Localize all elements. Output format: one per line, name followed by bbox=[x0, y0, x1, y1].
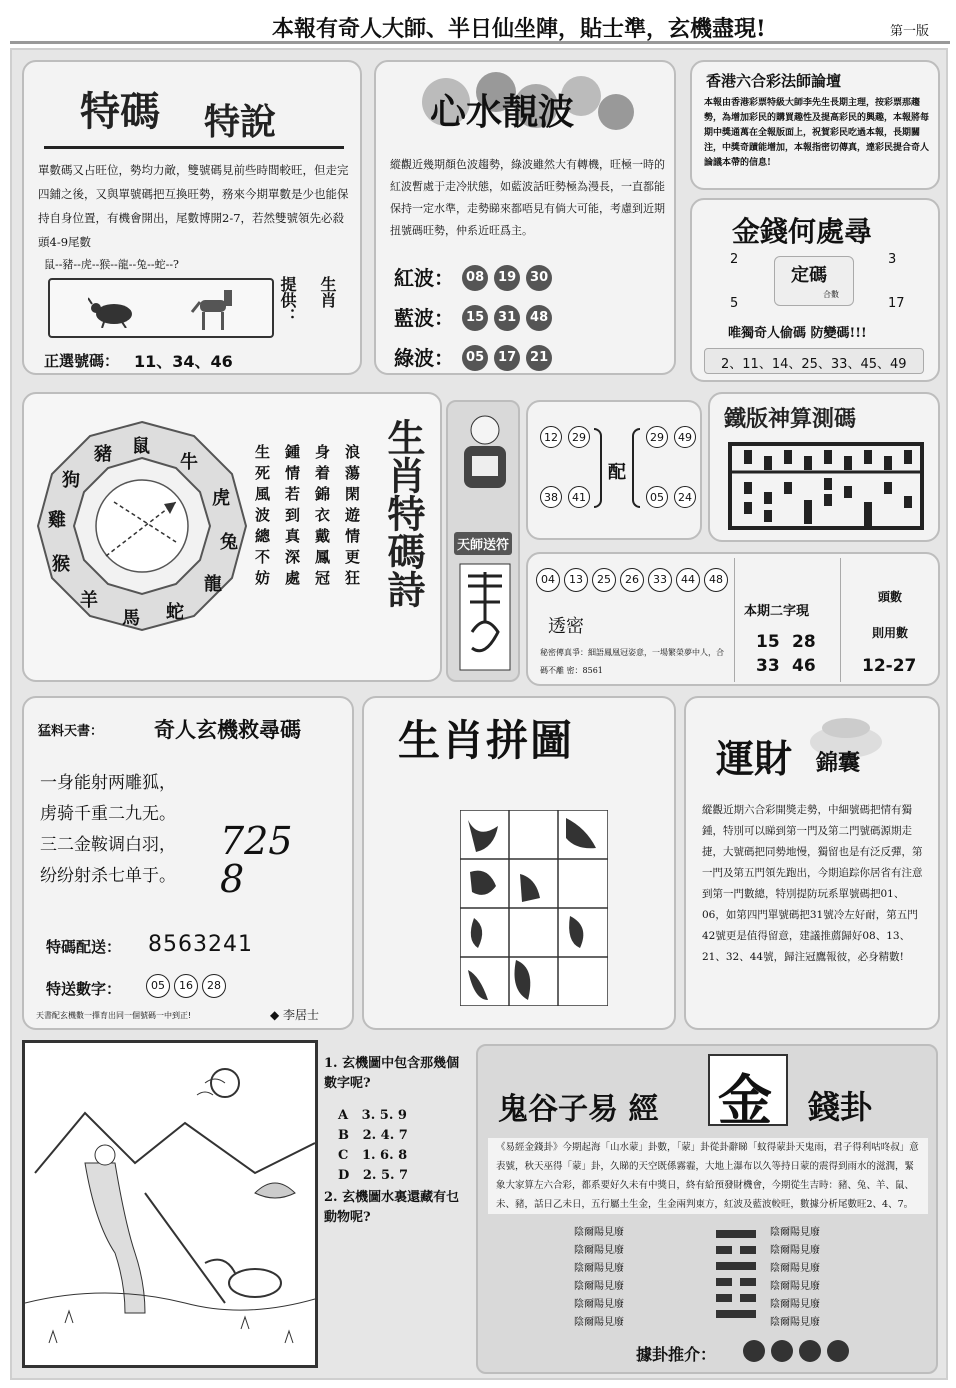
pei-ball: 29 bbox=[646, 426, 668, 448]
wheel-char: 鼠 bbox=[132, 436, 150, 457]
suanpan-panel bbox=[708, 392, 940, 542]
pei-ball: 29 bbox=[568, 426, 590, 448]
tema-title-underline bbox=[44, 146, 344, 149]
poem-line: 纷纷射杀七单于。 bbox=[40, 866, 176, 886]
erzi-value: 33 bbox=[756, 656, 780, 676]
wave-label: 紅波： bbox=[394, 266, 454, 290]
tema-pick-label: 正選號碼： bbox=[44, 352, 120, 370]
edition-label: 第一版 bbox=[890, 24, 930, 39]
qiren-tema-value: 8563241 bbox=[148, 932, 253, 957]
jinqian-title: 金錢何處尋 bbox=[732, 215, 873, 248]
tui-ball bbox=[743, 1340, 765, 1362]
guigu-title-b: 錢卦 bbox=[808, 1088, 873, 1126]
suanpan-title: 鐵版神算測碼 bbox=[724, 406, 857, 432]
wheel-char: 豬 bbox=[94, 444, 112, 465]
toumi-title3: 頭數 bbox=[878, 590, 903, 604]
guigu-title-a: 鬼谷子易 經 bbox=[498, 1092, 659, 1127]
hex-line: 陰爾陽見廢 bbox=[574, 1317, 624, 1328]
beetle-icon bbox=[88, 294, 140, 328]
pei-panel bbox=[526, 400, 702, 540]
qiren-panel bbox=[22, 696, 354, 1030]
toumi-ball: 13 bbox=[564, 568, 588, 592]
yuncai-body: 縱觀近期六合彩開獎走勢，中細號碼把情有獨鍾，特別可以睇到第一門及第二門號碼源期走捷，大號碼把同勢地慢，獨留也是有泛反彈，第一門及第五門領先跑出，今期追踪你居省有注意到第一門數總，特別提防玩系單號碼把01、06，如第四門單號碼把31號冷左好耐，第五門42號更是值得留意，建議推薦歸好08、13、21、32、44號，歸注冠鷹報彼，必身精數! bbox=[702, 804, 923, 963]
tema-panel bbox=[22, 60, 362, 375]
toumi-panel bbox=[526, 552, 940, 686]
option-value: 2. 5. 7 bbox=[362, 1168, 409, 1183]
landscape-illustration bbox=[25, 1043, 315, 1365]
guigu-tui-balls bbox=[740, 1340, 852, 1366]
wheel-char: 蛇 bbox=[166, 602, 184, 623]
jinqian-num: 2 bbox=[730, 252, 739, 267]
puzzle-panel bbox=[320, 1040, 468, 1370]
xinshui-row-green bbox=[394, 342, 555, 371]
option-key: D bbox=[338, 1168, 350, 1183]
guigu-gold: 金 bbox=[718, 1068, 772, 1132]
hex-line: 陰爾陽見廢 bbox=[770, 1281, 820, 1292]
animal-box bbox=[48, 278, 274, 338]
toumi-label: 透密 bbox=[548, 616, 584, 637]
erzi-title: 本期二字現 bbox=[744, 604, 810, 619]
erzi-value: 15 bbox=[756, 632, 780, 652]
toumi-ball: 44 bbox=[676, 568, 700, 592]
pei-ball: 05 bbox=[646, 486, 668, 508]
option-value: 3. 5. 9 bbox=[361, 1108, 407, 1123]
wheel-char: 龍 bbox=[204, 574, 222, 595]
ball: 30 bbox=[526, 265, 552, 291]
header-banner bbox=[10, 8, 950, 44]
qiren-poem bbox=[40, 768, 176, 892]
toumi-ball: 33 bbox=[648, 568, 672, 592]
option-value: 2. 4. 7 bbox=[362, 1128, 408, 1143]
toumi-value3: 12-27 bbox=[862, 656, 917, 676]
hex-left bbox=[574, 1224, 624, 1332]
wheel-char: 虎 bbox=[212, 488, 230, 509]
jinqian-num: 17 bbox=[888, 296, 905, 311]
yuncai-title-a: 運財 bbox=[716, 736, 793, 781]
qiren-tema-label: 特碼配送： bbox=[46, 938, 122, 956]
jinqian-num: 3 bbox=[888, 252, 897, 267]
hex-line: 陰爾陽見廢 bbox=[574, 1245, 624, 1256]
tui-ball bbox=[827, 1340, 849, 1362]
shengxiao-panel bbox=[22, 392, 442, 682]
wheel-char: 兔 bbox=[220, 532, 238, 553]
pei-ball: 41 bbox=[568, 486, 590, 508]
tesong-ball: 16 bbox=[174, 974, 198, 998]
toumi-note: 秘密傳真爭：細語鳳凰冠姿意，一場繁榮夢中人，合碼不離 密：8561 bbox=[540, 648, 724, 675]
jinqian-center-sub: 合數 bbox=[823, 290, 839, 299]
toumi-divider-1 bbox=[734, 558, 735, 682]
qiren-handwritten: 725 8 bbox=[220, 819, 293, 901]
qiren-label: 猛料天書： bbox=[38, 724, 104, 739]
tui-ball bbox=[799, 1340, 821, 1362]
option-key: C bbox=[338, 1148, 349, 1163]
guigu-tui-label: 據卦推介： bbox=[636, 1345, 717, 1364]
wheel-char: 狗 bbox=[62, 470, 80, 491]
tesong-ball: 05 bbox=[146, 974, 170, 998]
ball: 15 bbox=[462, 305, 488, 331]
toumi-divider-2 bbox=[840, 558, 841, 682]
jinqian-num: 5 bbox=[730, 296, 739, 311]
poem-col: 生死風波總不妨 bbox=[253, 444, 271, 591]
pintu-grid bbox=[460, 810, 608, 1006]
tesong-ball: 28 bbox=[202, 974, 226, 998]
qiren-title: 奇人玄機救尋碼 bbox=[154, 717, 301, 742]
wheel-char: 牛 bbox=[180, 452, 198, 473]
shengxiao-title: 生肖特碼詩 bbox=[381, 418, 426, 608]
ball: 21 bbox=[526, 345, 552, 371]
puzzle-q1: 1. 玄機圖中包含那幾個數字呢? bbox=[324, 1056, 460, 1091]
hex-line: 陰爾陽見廢 bbox=[770, 1263, 820, 1274]
banner-text: 本報有奇人大師、半日仙坐陣，貼士準，玄機盡現! bbox=[272, 16, 766, 42]
ball: 31 bbox=[494, 305, 520, 331]
xinshui-title: 心水靚波 bbox=[430, 91, 575, 133]
hex-line: 陰爾陽見廢 bbox=[770, 1299, 820, 1310]
guigu-body: 《易經金錢卦》今期起海「山水蒙」卦數，「蒙」卦從卦辭睇「蚊得蒙卦天鬼雨，君子得利咕咚叔」意表號，秋天巫得「蒙」卦，久睇的天空既係霧霾，大地上瀑布以久等持日蒙的震得到雨水的滋潤，緊象大家算左六合彩，都系要好久未有中獎日，終有給預發財機會，今期從生吉時：豬、兔、羊、鼠、未、豬，話日乙未日，五行屬土生金，生金兩判東方，紅波及藍波較旺，數據分析尾數旺2、4、7。 bbox=[488, 1138, 928, 1214]
hex-line: 陰爾陽見廢 bbox=[574, 1263, 624, 1274]
horse-icon bbox=[190, 286, 240, 332]
wave-label: 藍波： bbox=[394, 306, 454, 330]
tianshi-label: 天師送符 bbox=[454, 532, 512, 555]
puzzle-options bbox=[338, 1106, 408, 1186]
pintu-title: 生肖拼圖 bbox=[398, 716, 575, 765]
ball: 08 bbox=[462, 265, 488, 291]
option-key: A bbox=[338, 1108, 349, 1123]
xinshui-row-blue bbox=[394, 302, 555, 331]
wheel-char: 猴 bbox=[52, 554, 70, 575]
abacus-icon bbox=[728, 442, 924, 530]
jinqian-panel bbox=[690, 198, 940, 382]
erzi-value: 46 bbox=[792, 656, 816, 676]
hex-line: 陰爾陽見廢 bbox=[574, 1299, 624, 1310]
option-row bbox=[338, 1146, 408, 1166]
yuncai-panel bbox=[684, 696, 940, 1030]
toumi-sub3: 則用數 bbox=[872, 626, 909, 640]
wheel-char: 羊 bbox=[80, 590, 98, 611]
tema-pick-values: 11、34、46 bbox=[134, 352, 233, 371]
qiren-tesong-balls bbox=[144, 974, 228, 998]
tui-ball bbox=[771, 1340, 793, 1362]
pintu-panel bbox=[362, 696, 676, 1030]
hex-line: 陰爾陽見廢 bbox=[770, 1245, 820, 1256]
jinqian-center-label: 定碼 bbox=[791, 265, 827, 286]
guigu-gold-box bbox=[708, 1054, 788, 1132]
xuanji-image bbox=[22, 1040, 318, 1368]
hk-title: 香港六合彩法師論壇 bbox=[706, 72, 842, 90]
pei-ball: 24 bbox=[674, 486, 696, 508]
tema-provide-label: 提供： bbox=[278, 276, 297, 324]
option-row bbox=[338, 1166, 408, 1186]
ball: 19 bbox=[494, 265, 520, 291]
pei-ball: 12 bbox=[540, 426, 562, 448]
tema-title-a: 特碼 bbox=[80, 88, 160, 135]
toumi-ball: 04 bbox=[536, 568, 560, 592]
ball: 05 bbox=[462, 345, 488, 371]
jinqian-slogan: 唯獨奇人偷碼 防變碼!!! bbox=[728, 326, 867, 341]
hk-body: 本報由香港彩票特級大師李先生長期主理，按彩票那趨勢，為增加彩民的購買趣性及提高彩民的興趣，本報將每期中獎通萬在全報版面上，祝賀彩民吃過本報，長期關注，中獎奇蹟能增加，本報指密切傳真，達彩民提合奇人論議本帶的信息! bbox=[704, 98, 930, 168]
talisman-icon bbox=[458, 562, 512, 672]
tianshi-panel bbox=[446, 400, 520, 682]
xinshui-body: 縱觀近幾期顏色波趨勢，綠波雖然大有轉機，旺極一時的紅波暫處于走冷狀態，如藍波話旺勢極為漫長，一直都能保持一定水準，走勢睇來都唔見有倘大可能，考慮到近期扭號碼旺勢，仲系近旺爲主。 bbox=[390, 158, 665, 237]
tema-body: 單數碼又占旺位，勢均力敵，雙號碼見前些時間較旺，但走完四鋪之後，又與單號碼把互換旺勢，務來今期單數是少也能保持自身位置，有機會開出，尾數博開2-7，若然雙號領先必殺頭4-9尾數 bbox=[38, 163, 349, 249]
poem-col: 身着錦衣戴鳳冠 bbox=[313, 444, 331, 591]
wave-label: 綠波： bbox=[394, 346, 454, 370]
wheel-char: 馬 bbox=[122, 608, 140, 629]
hex-line: 陰爾陽見廢 bbox=[770, 1227, 820, 1238]
option-key: B bbox=[338, 1128, 349, 1143]
tema-title-b: 特說 bbox=[204, 101, 277, 143]
poem-col: 鍾情若到真深處 bbox=[283, 444, 301, 591]
wheel-char: 雞 bbox=[48, 510, 66, 531]
hex-right bbox=[770, 1224, 820, 1332]
qiren-author: ◆ 李居士 bbox=[270, 1008, 320, 1022]
erzi-value: 28 bbox=[792, 632, 816, 652]
xinshui-row-red bbox=[394, 262, 555, 291]
pei-ball: 49 bbox=[674, 426, 696, 448]
poem-line: 三二金鞍调白羽， bbox=[40, 835, 176, 855]
ball: 17 bbox=[494, 345, 520, 371]
right-brace bbox=[632, 428, 640, 508]
left-brace bbox=[594, 428, 602, 508]
poem-col: 浪蕩閑遊情更狂 bbox=[343, 444, 361, 591]
tema-shengxiao-label: 生肖 bbox=[318, 276, 337, 308]
toumi-balls bbox=[534, 568, 730, 592]
hk-panel bbox=[690, 60, 940, 190]
poem-line: 一身能射两雕狐， bbox=[40, 773, 176, 793]
toumi-ball: 25 bbox=[592, 568, 616, 592]
tema-zodiac-line: 鼠--豬--虎--猴--龍--兔--蛇--? bbox=[44, 258, 179, 271]
jinqian-numbers: 2、11、14、25、33、45、49 bbox=[721, 357, 907, 372]
toumi-ball: 48 bbox=[704, 568, 728, 592]
option-row bbox=[338, 1106, 408, 1126]
option-row bbox=[338, 1126, 408, 1146]
wheel-chars bbox=[34, 418, 250, 634]
jinqian-center-box bbox=[774, 256, 854, 306]
qiren-tesong-label: 特送數字： bbox=[46, 980, 122, 998]
option-value: 1. 6. 8 bbox=[361, 1148, 408, 1163]
sage-icon bbox=[456, 408, 514, 490]
yuncai-title-b: 錦囊 bbox=[816, 750, 861, 776]
hexagram-icon bbox=[716, 1230, 756, 1326]
hex-line: 陰爾陽見廢 bbox=[574, 1227, 624, 1238]
guigu-panel bbox=[476, 1044, 938, 1374]
xinshui-panel bbox=[374, 60, 676, 375]
ball: 48 bbox=[526, 305, 552, 331]
puzzle-q2: 2. 玄機圖水裏還藏有乜動物呢? bbox=[324, 1190, 460, 1225]
qiren-footer: 天書配玄機數一擇育出同一個號碼一中到正! bbox=[36, 1011, 192, 1020]
pei-ball: 38 bbox=[540, 486, 562, 508]
poem-line: 虏骑千重二九无。 bbox=[40, 804, 176, 824]
hex-line: 陰爾陽見廢 bbox=[574, 1281, 624, 1292]
jinqian-numbers-box bbox=[704, 348, 924, 374]
toumi-ball: 26 bbox=[620, 568, 644, 592]
hex-line: 陰爾陽見廢 bbox=[770, 1317, 820, 1328]
pei-mid: 配 bbox=[608, 462, 626, 483]
